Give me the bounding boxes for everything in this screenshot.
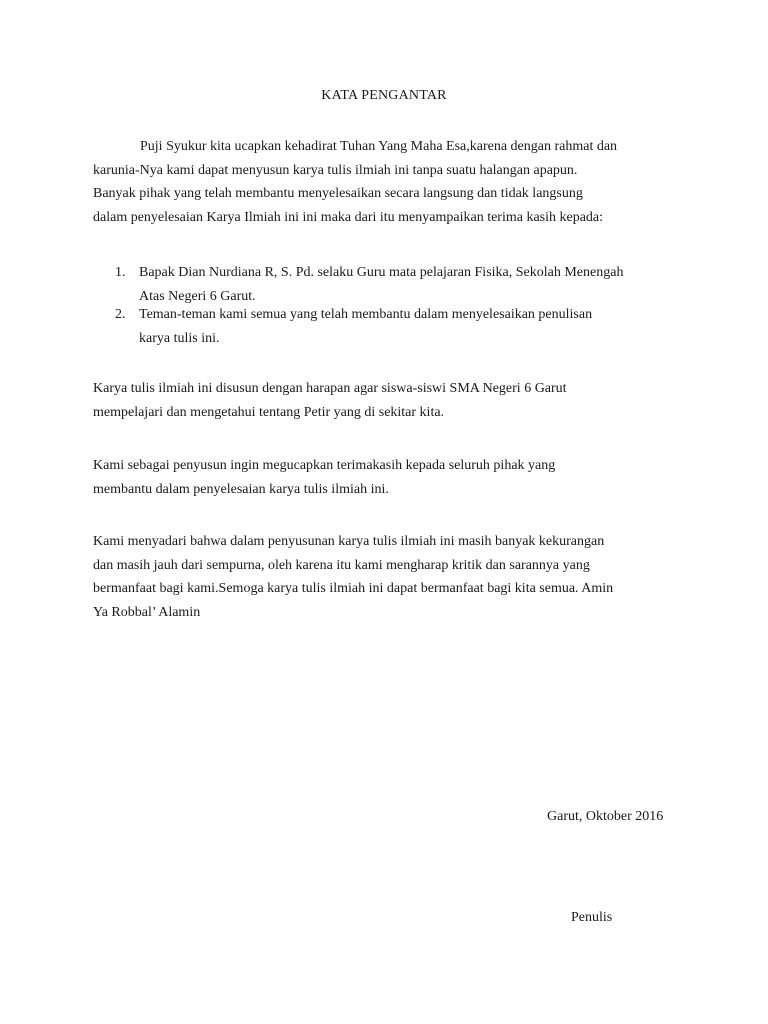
list-line: Teman-teman kami semua yang telah membantu dalam menyelesaikan penulisan (139, 307, 593, 322)
intro-line: karunia-Nya kami dapat menyusun karya tulis ilmiah ini tanpa suatu halangan apapun. (93, 162, 578, 178)
list-line: Bapak Dian Nurdiana R, S. Pd. selaku Guru mata pelajaran Fisika, Sekolah Menengah (139, 265, 624, 280)
document-title: KATA PENGANTAR (321, 88, 447, 103)
purpose-line: mempelajari dan mengetahui tentang Petir yang di sekitar kita. (93, 404, 445, 420)
intro-paragraph (93, 135, 693, 229)
purpose-paragraph (93, 377, 693, 424)
author-signature: Penulis (571, 910, 613, 925)
purpose-line: Karya tulis ilmiah ini disusun dengan harapan agar siswa-siswi SMA Negeri 6 Garut (93, 381, 567, 396)
list-line: Atas Negeri 6 Garut. (139, 288, 256, 304)
thanks-paragraph (93, 454, 693, 501)
closing-line: Ya Robbal’ Alamin (93, 604, 201, 620)
list-number: 1. (115, 265, 126, 280)
closing-line: dan masih jauh dari sempurna, oleh karena itu kami mengharap kritik dan sarannya yang (93, 557, 590, 573)
intro-line: Banyak pihak yang telah membantu menyelesaikan secara langsung dan tidak langsung (93, 186, 583, 201)
list-text (139, 261, 699, 308)
closing-paragraph (93, 530, 693, 624)
list-line: karya tulis ini. (139, 330, 220, 346)
list-number: 2. (115, 307, 126, 322)
intro-line: Puji Syukur kita ucapkan kehadirat Tuhan Yang Maha Esa,karena dengan rahmat dan (140, 139, 618, 154)
list-text (139, 303, 699, 350)
place-date: Garut, Oktober 2016 (547, 809, 664, 824)
thanks-line: membantu dalam penyelesaian karya tulis ilmiah ini. (93, 481, 389, 497)
thanks-line: Kami sebagai penyusun ingin megucapkan terimakasih kepada seluruh pihak yang (93, 458, 556, 473)
intro-line: dalam penyelesaian Karya Ilmiah ini ini maka dari itu menyampaikan terima kasih kepada: (93, 209, 604, 225)
closing-line: bermanfaat bagi kami.Semoga karya tulis ilmiah ini dapat bermanfaat bagi kita semua. Amin (93, 581, 614, 596)
closing-line: Kami menyadari bahwa dalam penyusunan karya tulis ilmiah ini masih banyak kekurangan (93, 534, 605, 549)
